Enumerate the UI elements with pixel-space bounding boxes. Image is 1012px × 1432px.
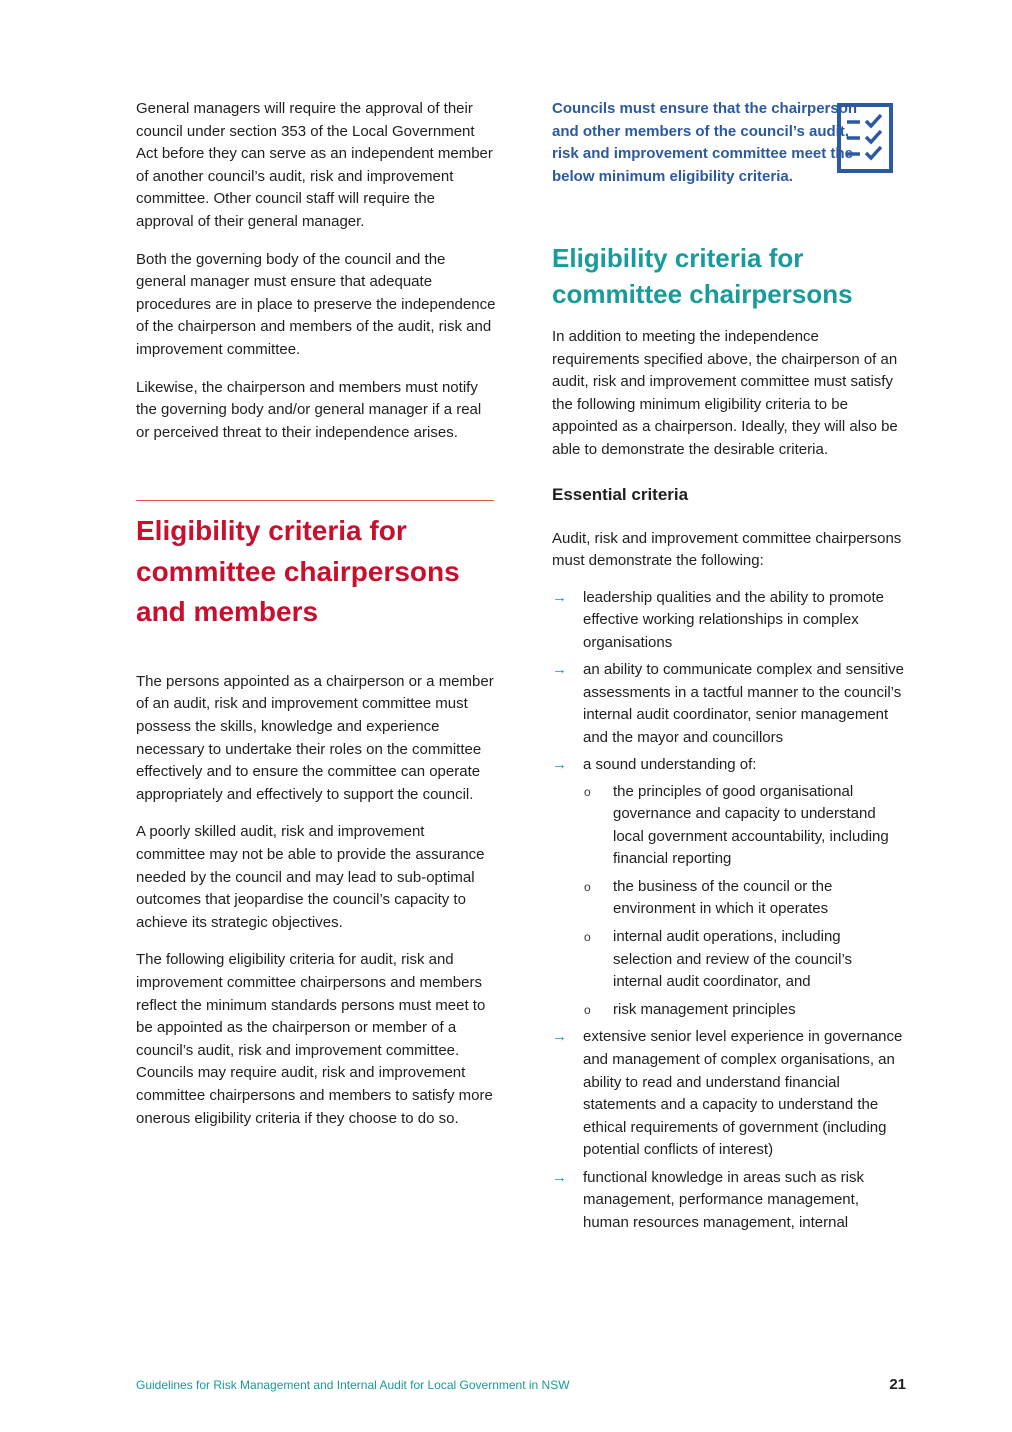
section-heading-teal: Eligibility criteria for committee chairpersons	[552, 243, 853, 309]
sub-list-item	[583, 999, 904, 1022]
page-number: 21	[889, 1376, 906, 1393]
section-divider	[136, 500, 494, 501]
paragraph: In addition to meeting the independence requirements specified above, the chairperson of an audit, risk and improvement committee must satisfy the following minimum eligibility criteria to be appointed as a chairperson. Ideally, they will also be able to demonstrate the desirable criteria.	[552, 328, 898, 458]
list-item	[552, 754, 904, 1022]
paragraph: Audit, risk and improvement committee chairpersons must demonstrate the following:	[552, 529, 902, 570]
arrow-bullet-icon: →	[552, 661, 567, 679]
page-footer	[136, 1376, 906, 1396]
sub-list-item	[583, 926, 904, 994]
list-item-text: functional knowledge in areas such as risk management, performance management, human resources management, internal	[583, 1168, 864, 1231]
criteria-list	[552, 587, 904, 1235]
list-item-text: an ability to communicate complex and sensitive assessments in a tactful manner to the council’s internal audit coordinator, senior management and the mayor and councillors	[583, 661, 904, 746]
footer-title: Guidelines for Risk Management and Internal Audit for Local Government in NSW	[136, 1378, 570, 1392]
circle-bullet-icon: o	[584, 879, 591, 894]
sub-list-item	[583, 876, 904, 921]
callout-box	[552, 98, 904, 210]
list-item	[552, 1167, 904, 1235]
list-item	[552, 587, 904, 655]
checklist-icon	[836, 102, 894, 174]
subheading: Essential criteria	[552, 484, 689, 504]
circle-bullet-icon: o	[584, 784, 591, 799]
callout-text: Councils must ensure that the chairperson and other members of the council’s audit, risk and improvement committee meet the below minimum eligibility criteria.	[552, 100, 858, 185]
sub-list-item-text: risk management principles	[613, 1000, 796, 1018]
left-column	[136, 98, 496, 1130]
section-heading: Eligibility criteria for committee chairpersons and members	[136, 515, 460, 628]
list-item-text: leadership qualities and the ability to promote effective working relationships in complex organisations	[583, 588, 885, 651]
arrow-bullet-icon: →	[552, 1168, 567, 1186]
paragraph: Likewise, the chairperson and members must notify the governing body and/or general manager if a real or perceived threat to their independence arises.	[136, 378, 482, 441]
arrow-bullet-icon: →	[552, 1028, 567, 1046]
circle-bullet-icon: o	[584, 1002, 591, 1017]
sub-list-item-text: internal audit operations, including selection and review of the council’s internal audit coordinator, and	[613, 928, 853, 991]
sub-list	[583, 781, 904, 1022]
paragraph: General managers will require the approval of their council under section 353 of the Local Government Act before they can serve as an independent member of another council’s audit, risk and improvement committee. Other council staff will require the approval of their general manager.	[136, 100, 493, 230]
sub-list-item-text: the business of the council or the environment in which it operates	[613, 877, 833, 918]
paragraph: The following eligibility criteria for audit, risk and improvement committee chairpersons and members reflect the minimum standards persons must meet to be appointed as the chairperson or member of a council’s audit, risk and improvement committee. Councils may require audit, risk and improvement committee chairpersons and members to satisfy more onerous eligibility criteria if they choose to do so.	[136, 951, 493, 1127]
list-item-text: a sound understanding of:	[583, 755, 757, 773]
circle-bullet-icon: o	[584, 930, 591, 945]
list-item	[552, 1026, 904, 1162]
sub-list-item	[583, 781, 904, 871]
arrow-bullet-icon: →	[552, 755, 567, 773]
list-item	[552, 659, 904, 749]
paragraph: The persons appointed as a chairperson or a member of an audit, risk and improvement committee must possess the skills, knowledge and experience necessary to undertake their roles on the committee effectively and to ensure the committee can operate appropriately and effectively to support the council.	[136, 672, 494, 803]
paragraph: Both the governing body of the council and the general manager must ensure that adequate procedures are in place to preserve the independence of the chairperson and members of the audit, risk and improvement committee.	[136, 250, 496, 358]
sub-list-item-text: the principles of good organisational governance and capacity to understand local government accountability, including financial reporting	[613, 782, 889, 868]
list-item-text: extensive senior level experience in governance and management of complex organisations, an ability to read and understand financial statements and a capacity to understand the ethical requirements of government (including potential conflicts of interest)	[583, 1028, 903, 1159]
paragraph: A poorly skilled audit, risk and improvement committee may not be able to provide the assurance needed by the council and may lead to sub-optimal outcomes that jeopardise the council’s capacity to achieve its strategic objectives.	[136, 823, 485, 931]
right-column	[552, 98, 904, 1239]
arrow-bullet-icon: →	[552, 588, 567, 606]
